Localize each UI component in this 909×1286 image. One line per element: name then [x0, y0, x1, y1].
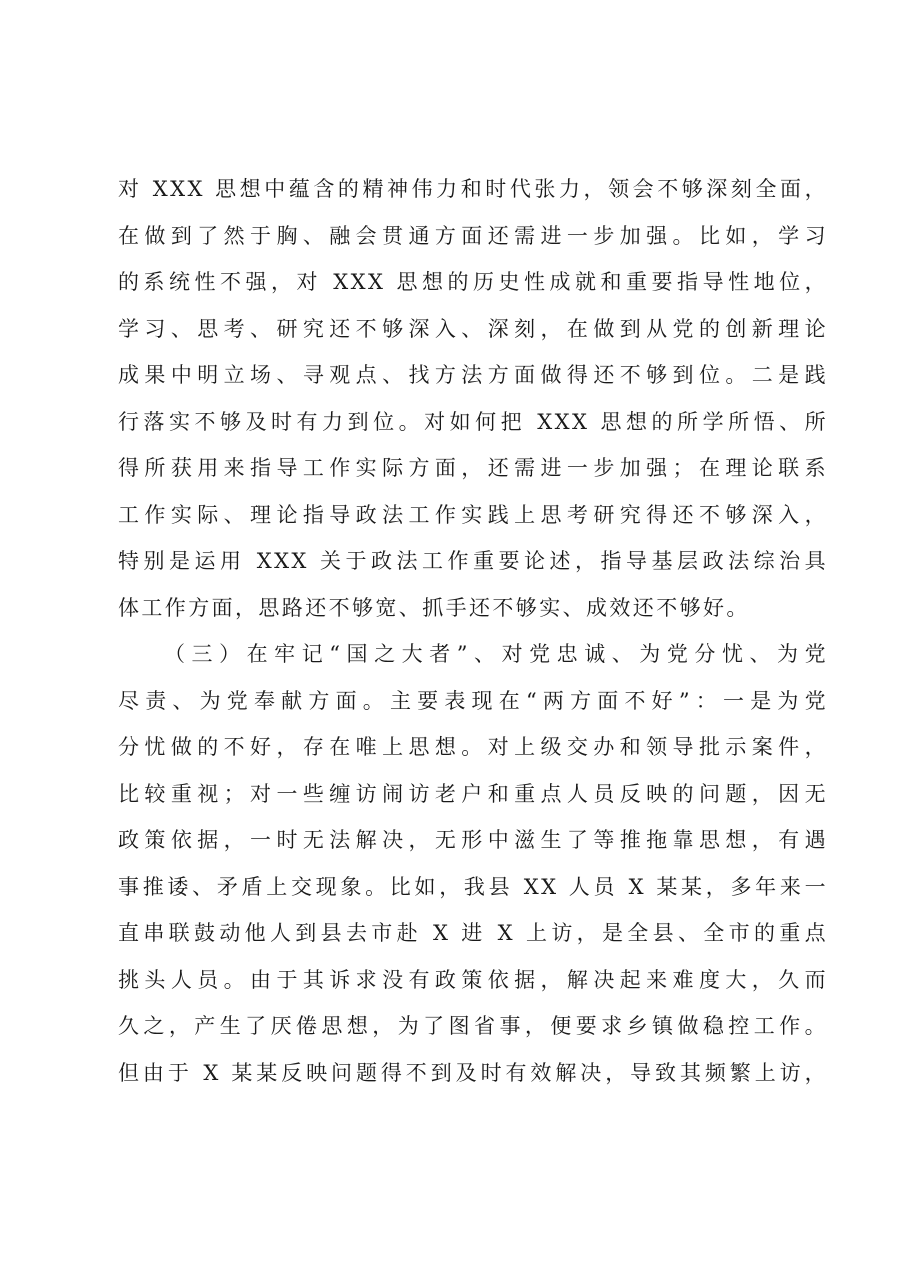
paragraph-1 [118, 166, 828, 631]
paragraph-line: 在做到了然于胸、融会贯通方面还需进一步加强。比如，学习 [118, 223, 828, 248]
paragraph-line: 尽责、为党奉献方面。主要表现在“两方面不好”：一是为党 [118, 688, 828, 713]
paragraph-line: 但由于 X 某某反映问题得不到及时有效解决，导致其频繁上访， [118, 1060, 828, 1085]
paragraph-line: 得所获用来指导工作实际方面，还需进一步加强；在理论联系 [118, 456, 828, 480]
paragraph-line: 事推诿、矛盾上交现象。比如，我县 XX 人员 X 某某，多年来一 [118, 874, 828, 899]
paragraph-line: 体工作方面，思路还不够宽、抓手还不够实、成效还不够好。 [118, 595, 750, 620]
paragraph-line: 政策依据，一时无法解决，无形中滋生了等推拖靠思想，有遇 [118, 828, 828, 852]
paragraph-line: 挑头人员。由于其诉求没有政策依据，解决起来难度大，久而 [118, 967, 828, 992]
paragraph-line: 特别是运用 XXX 关于政法工作重要论述，指导基层政法综治具 [118, 549, 828, 573]
paragraph-line: 学习、思考、研究还不够深入、深刻，在做到从党的创新理论 [118, 316, 828, 341]
paragraph-line: （三）在牢记“国之大者”、对党忠诚、为党分忧、为党 [164, 642, 828, 666]
paragraph-line: 对 XXX 思想中蕴含的精神伟力和时代张力，领会不够深刻全面， [118, 177, 828, 201]
paragraph-line: 成果中明立场、寻观点、找方法方面做得还不够到位。二是践 [118, 363, 828, 387]
paragraph-line: 久之，产生了厌倦思想，为了图省事，便要求乡镇做稳控工作。 [118, 1014, 828, 1038]
paragraph-line: 工作实际、理论指导政法工作实践上思考研究得还不够深入， [118, 502, 828, 527]
document-body [118, 166, 828, 1096]
paragraph-line: 直串联鼓动他人到县去市赴 X 进 X 上访，是全县、全市的重点 [118, 921, 828, 945]
paragraph-line: 的系统性不强，对 XXX 思想的历史性成就和重要指导性地位， [118, 270, 828, 294]
paragraph-line: 分忧做的不好，存在唯上思想。对上级交办和领导批示案件， [118, 735, 828, 759]
paragraph-line: 比较重视；对一些缠访闹访老户和重点人员反映的问题，因无 [118, 781, 828, 806]
paragraph-line: 行落实不够及时有力到位。对如何把 XXX 思想的所学所悟、所 [118, 409, 828, 434]
paragraph-2 [118, 631, 828, 1096]
